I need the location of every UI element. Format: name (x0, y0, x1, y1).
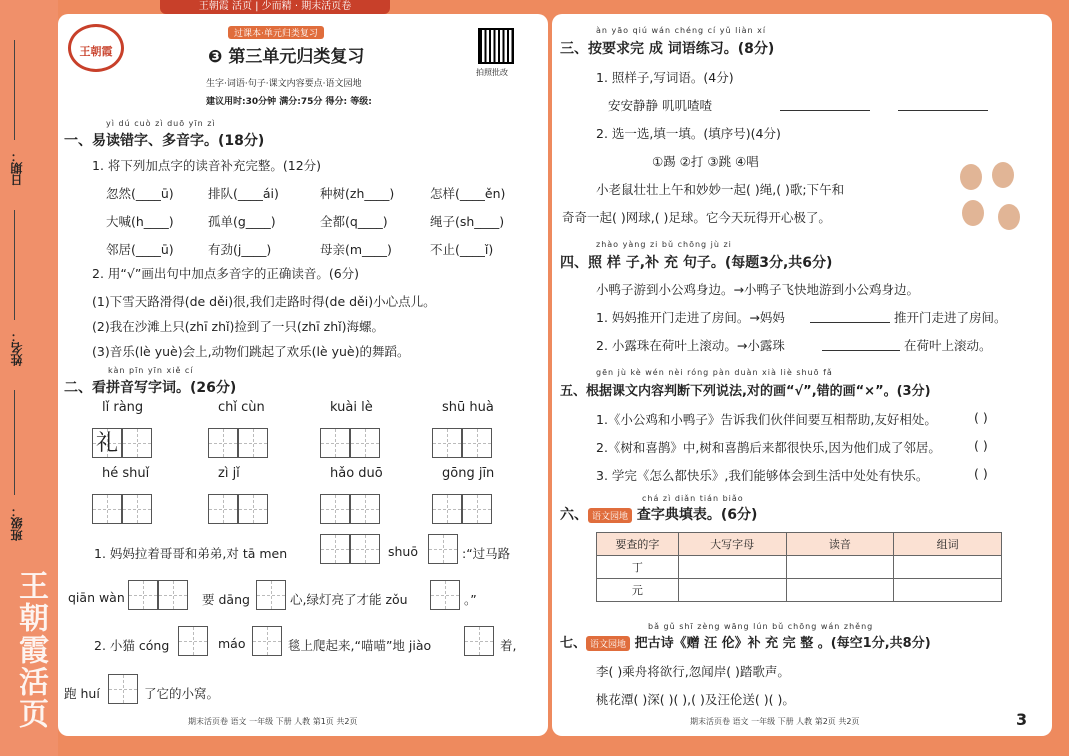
s7-badge: 语文园地 (586, 636, 630, 651)
grid-jiao[interactable] (464, 626, 494, 656)
s4-q1a: 1. 妈妈推开门走进了房间。→妈妈 (596, 310, 785, 325)
s2-q2b: máo (218, 636, 246, 651)
table-header-cell: 读音 (786, 533, 894, 556)
table-row (597, 556, 1002, 579)
s2-q1d: qiān wàn (68, 590, 125, 605)
s4-pinyin: zhào yàng zi bǔ chōng jù zi (596, 240, 732, 249)
class-label: 班级： (10, 505, 24, 541)
word-writing-grid[interactable] (320, 494, 380, 524)
pinyin-fill-item[interactable]: 大喊(h____) (106, 214, 174, 229)
table-cell-char: 丁 (597, 556, 679, 579)
s6-title-line (560, 504, 757, 524)
s1-q2b: (2)我在沙滩上只(zhī zhǐ)捡到了一只(zhī zhǐ)海螺。 (92, 319, 384, 334)
s3-pinyin: àn yāo qiú wán chéng cí yǔ liàn xí (596, 26, 767, 35)
s6-pinyin: chá zì diǎn tián biǎo (642, 494, 744, 503)
table-header-cell: 大写字母 (678, 533, 786, 556)
written-char: 礼 (95, 431, 118, 456)
word-writing-grid[interactable] (208, 494, 268, 524)
grid-dang[interactable] (256, 580, 286, 610)
class-line[interactable] (14, 390, 15, 495)
s1-title: 一、易读错字、多音字。(18分) (64, 133, 265, 149)
s3-example: 安安静静 叽叽喳喳 (608, 98, 712, 113)
s2-pinyin: kàn pīn yīn xiě cí (108, 366, 194, 375)
s7-title-line (560, 632, 931, 651)
word-writing-grid[interactable] (432, 428, 492, 458)
word-pinyin: lǐ ràng (102, 400, 144, 415)
pinyin-fill-item[interactable]: 忽然(____ū) (106, 186, 174, 201)
s3-answer-2[interactable] (898, 110, 988, 111)
table-cell-input[interactable] (786, 556, 894, 579)
s6-title: 查字典填表。(6分) (636, 507, 758, 523)
left-page (58, 14, 548, 736)
brand-vertical: 王朝霞活页 (13, 570, 48, 730)
s2-q2d: 着, (500, 638, 517, 653)
word-writing-grid[interactable] (320, 428, 380, 458)
title-number: ❸ (208, 47, 223, 67)
pinyin-fill-item[interactable]: 全都(q____) (320, 214, 388, 229)
s2-q2f: 了它的小窝。 (144, 686, 220, 701)
table-cell-input[interactable] (678, 579, 786, 602)
right-footer: 期末活页卷 语文 一年级 下册 人教 第2页 共2页 (690, 717, 860, 726)
left-footer: 期末活页卷 语文 一年级 下册 人教 第1页 共2页 (188, 717, 358, 726)
mouse-illustration (962, 200, 984, 226)
word-pinyin: zì jǐ (218, 466, 240, 481)
grid-cong[interactable] (178, 626, 208, 656)
grid-qianwan[interactable] (128, 580, 188, 610)
grid-hui[interactable] (108, 674, 138, 704)
brand-banner: 王朝霞 活页 | 少而精 · 期末活页卷 (160, 0, 390, 14)
word-pinyin: kuài lè (330, 400, 373, 415)
s3-title: 三、按要求完 成 词语练习。(8分) (560, 41, 775, 57)
table-header-cell: 要查的字 (597, 533, 679, 556)
header-tag: 过课本·单元归类复习 (228, 26, 324, 39)
s3-text-2: 奇奇一起( )网球,( )足球。它今天玩得开心极了。 (562, 210, 831, 225)
s4-q2b: 在荷叶上滚动。 (904, 338, 992, 353)
table-cell-input[interactable] (894, 556, 1002, 579)
subtitle: 生字·词语·句子·课文内容要点·语文园地 (206, 79, 362, 89)
written-char (433, 495, 461, 523)
word-writing-grid[interactable] (92, 428, 152, 458)
judge-answer[interactable]: ( ) (974, 466, 988, 481)
s4-answer-1[interactable] (810, 322, 890, 323)
poem-line-1: 李( )乘舟将欲行,忽闻岸( )踏歌声。 (596, 664, 790, 679)
word-writing-grid[interactable] (92, 494, 152, 524)
s1-q2: 2. 用“√”画出句中加点多音字的正确读音。(6分) (92, 266, 360, 281)
pinyin-fill-item[interactable]: 绳子(sh____) (430, 214, 505, 229)
judge-item: 3. 学完《怎么都快乐》,我们能够体会到生活中处处有快乐。 (596, 468, 929, 483)
s7-pinyin: bǎ gǔ shī zèng wāng lún bǔ chōng wán zhěng (648, 622, 874, 631)
page-title (208, 42, 364, 67)
pinyin-fill-item[interactable]: 种树(zh____) (320, 186, 395, 201)
s4-q1b: 推开门走进了房间。 (894, 310, 1007, 325)
date-line[interactable] (14, 40, 15, 140)
written-char (321, 495, 349, 523)
s2-q1b: shuō (388, 544, 419, 559)
dictionary-table (596, 532, 1002, 602)
written-char (433, 429, 461, 457)
written-char (209, 429, 237, 457)
s3-text-1: 小老鼠壮壮上午和妙妙一起( )绳,( )歌;下午和 (596, 182, 845, 197)
grid-shuo[interactable] (428, 534, 458, 564)
s2-title: 二、看拼音写字词。(26分) (64, 380, 237, 396)
pinyin-fill-item[interactable]: 排队(____ái) (208, 186, 279, 201)
judge-item: 1.《小公鸡和小鸭子》告诉我们伙伴间要互相帮助,友好相处。 (596, 412, 937, 427)
s7-title: 把古诗《赠 汪 伦》补 充 完 整 。(每空1分,共8分) (634, 636, 931, 651)
pinyin-fill-item[interactable]: 母亲(m____) (320, 242, 392, 257)
mouse-illustration (960, 164, 982, 190)
written-char (93, 495, 121, 523)
table-header-row (597, 533, 1002, 556)
right-page (552, 14, 1052, 736)
s2-q1g: 。” (464, 592, 477, 607)
grid-zou[interactable] (430, 580, 460, 610)
s2-q2c: 毯上爬起来,“喵喵”地 jiào (288, 638, 432, 653)
pinyin-fill-item[interactable]: 有劲(j____) (208, 242, 272, 257)
s1-q2c: (3)音乐(lè yuè)会上,动物们跳起了欢乐(lè yuè)的舞蹈。 (92, 344, 410, 359)
s3-q2: 2. 选一选,填一填。(填序号)(4分) (596, 126, 781, 141)
logo (68, 24, 124, 72)
s6-badge: 语文园地 (588, 508, 632, 523)
binding-margin (0, 0, 58, 756)
s5-pinyin: gēn jù kè wén nèi róng pàn duàn xià liè shuō fǎ (596, 368, 833, 377)
s2-q1a: 1. 妈妈拉着哥哥和弟弟,对 tā men (94, 546, 288, 561)
s2-q1f: 心,绿灯亮了才能 zǒu (290, 592, 408, 607)
word-writing-grid[interactable] (208, 428, 268, 458)
word-pinyin: gōng jīn (442, 466, 495, 481)
poem-line-2: 桃花潭( )深( )( ),( )及汪伦送( )( )。 (596, 692, 795, 707)
name-label: 姓名： (10, 330, 24, 366)
s2-q1c: :“过马路 (462, 546, 511, 561)
s1-q1: 1. 将下列加点字的读音补充完整。(12分) (92, 158, 322, 173)
table-row (597, 579, 1002, 602)
pinyin-fill-item[interactable]: 怎样(____ěn) (430, 186, 506, 201)
table-cell-input[interactable] (786, 579, 894, 602)
qr-caption: 拍照批改 (476, 68, 508, 77)
s7-number: 七、 (560, 636, 587, 651)
s6-number: 六、 (560, 507, 588, 523)
s4-answer-2[interactable] (822, 350, 900, 351)
pinyin-fill-item[interactable]: 不止(____ǐ) (430, 242, 494, 257)
table-cell-char: 元 (597, 579, 679, 602)
info-line: 建议用时:30分钟 满分:75分 得分: 等级: (206, 97, 372, 107)
table-cell-input[interactable] (894, 579, 1002, 602)
s2-q2e: 跑 huí (64, 686, 100, 701)
date-label: 日期： (10, 150, 24, 186)
logo-text: 王朝霞 (79, 45, 113, 58)
grid-mao[interactable] (252, 626, 282, 656)
s2-q2a: 2. 小猫 cóng (94, 638, 170, 653)
s3-answer-1[interactable] (780, 110, 870, 111)
s4-q2a: 2. 小露珠在荷叶上滚动。→小露珠 (596, 338, 785, 353)
page-number: 3 (1016, 710, 1028, 729)
s5-title: 五、根据课文内容判断下列说法,对的画“√”,错的画“×”。(3分) (560, 384, 931, 399)
judge-answer[interactable]: ( ) (974, 438, 988, 453)
word-pinyin: shū huà (442, 400, 494, 415)
table-cell-input[interactable] (678, 556, 786, 579)
written-char (209, 495, 237, 523)
name-line[interactable] (14, 210, 15, 320)
word-pinyin: hǎo duō (330, 466, 383, 481)
pinyin-fill-item[interactable]: 孤单(g____) (208, 214, 276, 229)
word-pinyin: hé shuǐ (102, 466, 150, 481)
s1-pinyin: yì dú cuò zì duō yīn zì (106, 119, 216, 128)
s4-example: 小鸭子游到小公鸡身边。→小鸭子飞快地游到小公鸡身边。 (596, 282, 919, 297)
s3-options: ①踢 ②打 ③跳 ④唱 (652, 154, 759, 169)
written-char (321, 429, 349, 457)
pinyin-fill-item[interactable]: 邻居(____ū) (106, 242, 174, 257)
qr-code[interactable] (478, 28, 514, 64)
table-header-cell: 组词 (894, 533, 1002, 556)
mouse-illustration (992, 162, 1014, 188)
word-pinyin: chǐ cùn (218, 400, 265, 415)
mouse-illustration (998, 204, 1020, 230)
word-writing-grid[interactable] (432, 494, 492, 524)
s3-q1: 1. 照样子,写词语。(4分) (596, 70, 734, 85)
grid-tamen[interactable] (320, 534, 380, 564)
title-text: 第三单元归类复习 (228, 47, 365, 67)
s1-q2a: (1)下雪天路滑得(de děi)很,我们走路时得(de děi)小心点儿。 (92, 294, 436, 309)
s2-q1e: 要 dāng (202, 592, 250, 607)
s4-title: 四、照 样 子,补 充 句子。(每题3分,共6分) (560, 255, 833, 271)
judge-answer[interactable]: ( ) (974, 410, 988, 425)
judge-item: 2.《树和喜鹊》中,树和喜鹊后来都很快乐,因为他们成了邻居。 (596, 440, 941, 455)
